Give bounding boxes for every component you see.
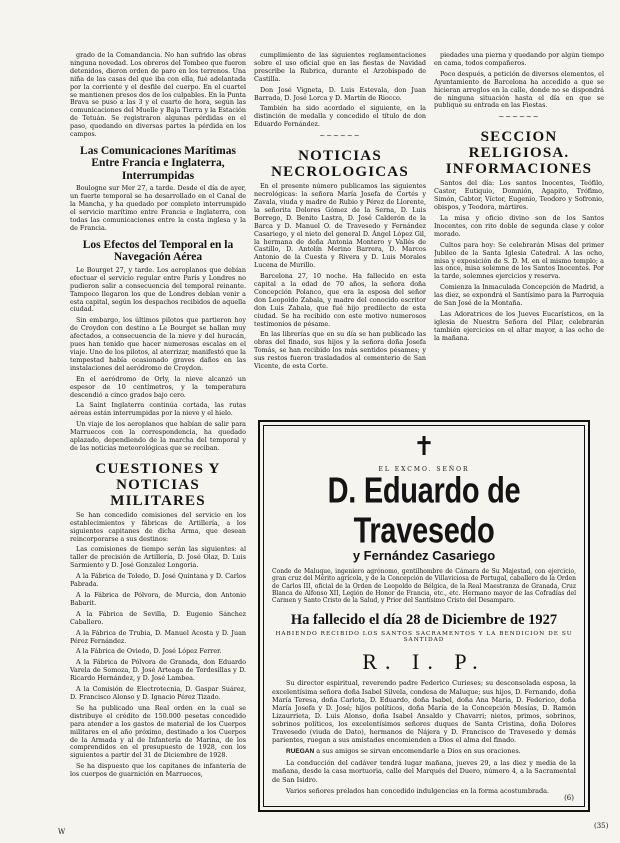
article-continuation: cumplimiento de las siguientes reglamentaciones sobre el uso oficial que en las fiestas de Navidad prescribe la Rubrica, durante el Arzobispado de Castilla. <box>254 52 426 83</box>
article-paragraph: A la Comisión de Electrotecnia, D. Gaspar Suárez, D. Francisco Alonso y D. Ignacio Pérez Tizado. <box>70 685 246 701</box>
section-ornament: ~~~~~~ <box>319 132 361 141</box>
article-paragraph: Barcelona 27, 10 noche. Ha fallecido en esta capital a la edad de 70 años, la señora doña Concepción Polanco, que era la esposa del señor don Leopoldo Zabala, y madre del conocido escritor don Luis Zabala, que fué hijo predilecto de esta ciudad. Se ha recibido con este motivo numerosos testimonios de pésame. <box>254 272 426 328</box>
article-paragraph: Don José Vigneta, D. Luis Estevala, don Juan Barrada, D. José Lorca y D. Martín de Riocco. <box>254 85 426 102</box>
article-paragraph: Boulogne sur Mer 27, a tarde. Desde el día de ayer, un fuerte temporal se ha desarrollado en el Canal de la Mancha, y ha quedado por completo interrumpido el servicio marítimo entre Francia e Inglaterra, con todas las comunicaciones entre la costa inglesa y la de Francia. <box>70 184 246 232</box>
article-paragraph: También ha sido acordado el siguiente, en la distinción de medalla y concedido el título de don Eduardo Fernández. <box>254 104 426 129</box>
article-paragraph: A la Fábrica de Sevilla, D. Eugenio Sánchez Caballero. <box>70 609 246 626</box>
headline-communications: Las Comunicaciones Marítimas Entre Francia e Inglaterra, Interrumpidas <box>80 144 236 182</box>
article-paragraph: Las Adoratrices de los Jueves Eucarísticos, en la iglesia de Nuestra Señora del Pilar, celebrarán también ejercicios en el altar mayor, a las ocho de la mañana. <box>434 309 604 342</box>
obituary-box <box>258 420 590 812</box>
column-right <box>434 52 604 423</box>
obituary-rip: R. I. P. <box>362 649 486 675</box>
article-continuation: piedades una pierna y quedando por algún tiempo en cama, todos compañeros. <box>434 52 604 67</box>
obituary-honorific: EL EXCMO. SEÑOR <box>378 466 470 473</box>
cross-icon: ✝ <box>413 432 435 462</box>
obituary-number: (6) <box>564 794 574 802</box>
headline-religious: SECCION RELIGIOSA. INFORMACIONES <box>445 129 593 178</box>
article-paragraph: Poco después, a petición de diversos elementos, el Ayuntamiento de Barcelona ha accedido a que se hicieran arreglos en la calle, donde no se dispondrá de ninguna situación hasta el día en que se publique su entrada en las Fiestas. <box>434 69 604 110</box>
obituary-indulgences: Varios señores prelados han concedido indulgencias en la forma acostumbrada. <box>286 786 550 795</box>
article-paragraph: La Saint Inglaterra continúa cortada, las rutas aéreas están interrumpidas por la nieve y el hielo. <box>70 401 246 418</box>
article-paragraph: Sin embargo, los últimos pilotos que partieron hoy de Croydon con destino a Le Bourget se hallan muy afectados, a consecuencia de la nieve y del huracán, pues han tenido que hacer numerosas escalas en el viaje. Uno de los pilotos, al aterrizar, manifestó que la tempestad había ocasionado graves daños en las instalaciones del aeródromo de Croydon. <box>70 316 246 372</box>
headline-necrology: NOTICIAS NECROLOGICAS <box>271 148 409 181</box>
article-continuation: grado de la Comandancia. No han sufrido las obras ninguna novedad. Los obreros del Tombeo que fueron detenidos, dieron orden de paro en los terrenos. Una niña de las casas del que iba con ella, fué adelantada por la corriente y el desfile del cuerpo. En el cuartel se mantienen presos dos de los culpables. En la Punta Brava se puso a las 3 y el cuarto de hora, según las comunicaciones del Muelle y Baja Tierra y la Estación de Tetuán. Se registraron algunas pérdidas en el paso, quedando en diversas partes la pérdida en los campos. <box>70 52 246 139</box>
section-ornament: ~~~~~~ <box>498 113 540 122</box>
obituary-titles: Conde de Maluque, ingeniero agrónomo, gentilhombre de Cámara de Su Majestad, con ejercicio, gran cruz del Mérito agrícola, y de la Concepción de Villaviciosa de Portugal, caballero de la Orden de Carlos III, oficial de la Orden de Leopoldo de Bélgica, de la Real Maestranza de Granada, Cruz Blanca de Alfonso XII, Legión de Honor de Francia, etc., etc. Hermano mayor de las Cofradías del Carmen y Santo Cristo de la Salud, y Prior del Santísimo Cristo del Desamparo. <box>272 568 576 605</box>
article-paragraph: A la Fábrica de Oviedo, D. José López Ferrer. <box>76 647 222 656</box>
article-paragraph: Se ha dispuesto que los capitanes de infantería de los cuerpos de guarnición en Marruecos, <box>70 762 246 779</box>
article-paragraph: La misa y oficio divino son de los Santos Inocentes, con rito doble de segunda clase y color morado. <box>434 213 604 238</box>
obituary-date: Ha fallecido el día 28 de Diciembre de 1927 <box>290 612 558 629</box>
obituary-conduction: La conducción del cadáver tendrá lugar mañana, jueves 29, a las diez y media de la mañana, desde la casa mortuoria, calle del Marqués del Duero, número 4, a la Sacramental de San Isidro. <box>272 759 576 784</box>
article-paragraph: Un viaje de los aeroplanos que habían de salir para Marruecos con la correspondencia, ha quedado aplazado, dependiendo de la marcha del temporal y de las noticias meteorológicas que se reciban. <box>70 420 246 452</box>
article-paragraph: Las comisiones de tiempo serán las siguientes: al taller de precisión de Artillería, D. José Olaz, D. Luis Sarmiento y D. José Gonzalez Longoria. <box>70 545 246 570</box>
article-paragraph: Se han concedido comisiones del servicio en los establecimientos y fábricas de Artillería, a los siguientes capitanes de dicha Arma, que desean reincorporarse a sus destinos: <box>70 510 246 543</box>
obituary-request-label: RUEGAN <box>286 748 315 756</box>
obituary-surname: y Fernández Casariego <box>352 548 496 563</box>
article-paragraph: A la Fábrica de Trubia, D. Manuel Acosta y D. Juan Pérez Fernández. <box>70 628 246 645</box>
article-paragraph: A la Fábrica de Toledo, D. José Quintana y D. Carlos Pabrada. <box>70 572 246 589</box>
obituary-request <box>272 747 576 756</box>
headline-military: CUESTIONES Y NOTICIAS MILITARES <box>95 460 221 509</box>
headline-weather-aviation: Los Efectos del Temporal en la Navegación Aérea <box>82 238 234 264</box>
obituary-mourners: Su director espiritual, reverendo padre Federico Curieses; su desconsolada esposa, la excelentísima señora doña Isabel Silvela, condesa de Maluque; sus hijos, D. Fernando, doña María Teresa, doña Carlota, D. Eduardo, doña Isabel, doña Ana María, D. Federico, doña María Josefa y D. José; hijos políticos, doña María de la Concepción Mesías, D. Ramón Lizaurrieta, D. Luis Alonso, doña Isabel Ansaldo y Chavarri; nietos, primos, sobrinos, sobrinos políticos, los excelentísimos señores duques de Santa Cristina, doña Dolores Travesedo (viuda de Dato), hermanos de Nájera y D. Francisco de Travesedo y demás parientes, ruegan a sus amistades encomienden a Dios el alma del finado. <box>272 679 576 745</box>
article-paragraph: Comienza la Inmaculada Concepción de Madrid, a las diez, se expondrá el Santísimo para la Parroquia de San José de la Montaña. <box>434 283 604 308</box>
printer-mark: W <box>58 828 66 836</box>
article-paragraph: A la Fábrica de Pólvora, de Murcia, don Antonio Babarit. <box>70 591 246 607</box>
article-paragraph: Se ha publicado una Real orden en la cual se distribuye el crédito de 150.000 pesetas concedido para atender a los gastos de material de los Cuerpos militares en el año próximo, destinado a los Cuerpos de la Armada y al de Infantería de Marina, de los comprendidos en el presupuesto de 1928, con los siguientes a partir del 31 de Diciembre de 1928. <box>70 703 246 760</box>
article-paragraph: Cultos para hoy: Se celebrarán Misas del primer Jubileo de la Santa Iglesia Catedral. A las ocho, misa y exposición de S. D. M. en el mismo templo; a las once, misa solemne de los Santos Inocentes. Por la tarde, solemnes ejercicios y reserva. <box>434 240 604 281</box>
obituary-sacraments: HABIENDO RECIBIDO LOS SANTOS SACRAMENTOS Y LA BENDICION DE SU SANTIDAD <box>275 631 573 644</box>
article-paragraph: En el aeródromo de Orly, la nieve alcanzó un espesor de 10 centímetros, y la temperatura descendió a cinco grados bajo cero. <box>70 374 246 399</box>
obituary-request-text: a sus amigos se sirvan encomendarle a Dios en sus oraciones. <box>316 747 521 756</box>
article-paragraph: Santos del día: Los santos Inocentes, Teófilo, Castor, Eutiquio, Domnión, Agapito, Trófimo, Simón, Cabtor, Víctor, Eugenio, Teodoro y Sofronio, obispos, y Teodora, mártires. <box>434 179 604 212</box>
column-left <box>70 52 246 815</box>
page-number: (35) <box>594 822 609 830</box>
article-paragraph: A la Fábrica de Pólvora de Granada, don Eduardo Varela de Somoza, D. José Arteaga de Tordesillas y D. Ricardo Hernández, y D. José Lambea. <box>70 658 246 683</box>
obituary-name: D. Eduardo de Travesedo <box>327 471 521 551</box>
column-middle <box>254 52 426 423</box>
article-paragraph: En el presente número publicamos las siguientes necrológicas: la señora María Josefa de Cortés y Zavala, viuda y madre de Rubio y Pérez de Llorente, la señorita Dolores Gómez de la Serna, D. Luis Borrego, D. Benito Lastra, D. José Calderón de la Barca y D. Manuel O. de Travesedo y Fernández Casariego, y el nieto del general D. Ángel López Gil, la hermana de doña Antonia Montero y Vallés de Castillo, D. Antolín Merino Barrera, D. Marcos Antonio de la Cuesta y Rivera y D. Luis Morales Lucena de Murillo. <box>254 182 426 270</box>
article-paragraph: Le Bourget 27, y tarde. Los aeroplanos que debían efectuar el servicio regular entre París y Londres no pudieron salir a consecuencia del temporal reinante. Tampoco llegaron los que de Londres debían venir a esta capital, según los despachos recibidos de aquella ciudad. <box>70 265 246 314</box>
article-paragraph: En las librerías que en su día se han publicado las obras del finado, sus hijos y la señora doña Josefa Tomás, se han recibido los más sentidos pésames; y sus restos fueron trasladados al cementerio de San Vicente, de esta Corte. <box>254 330 426 371</box>
